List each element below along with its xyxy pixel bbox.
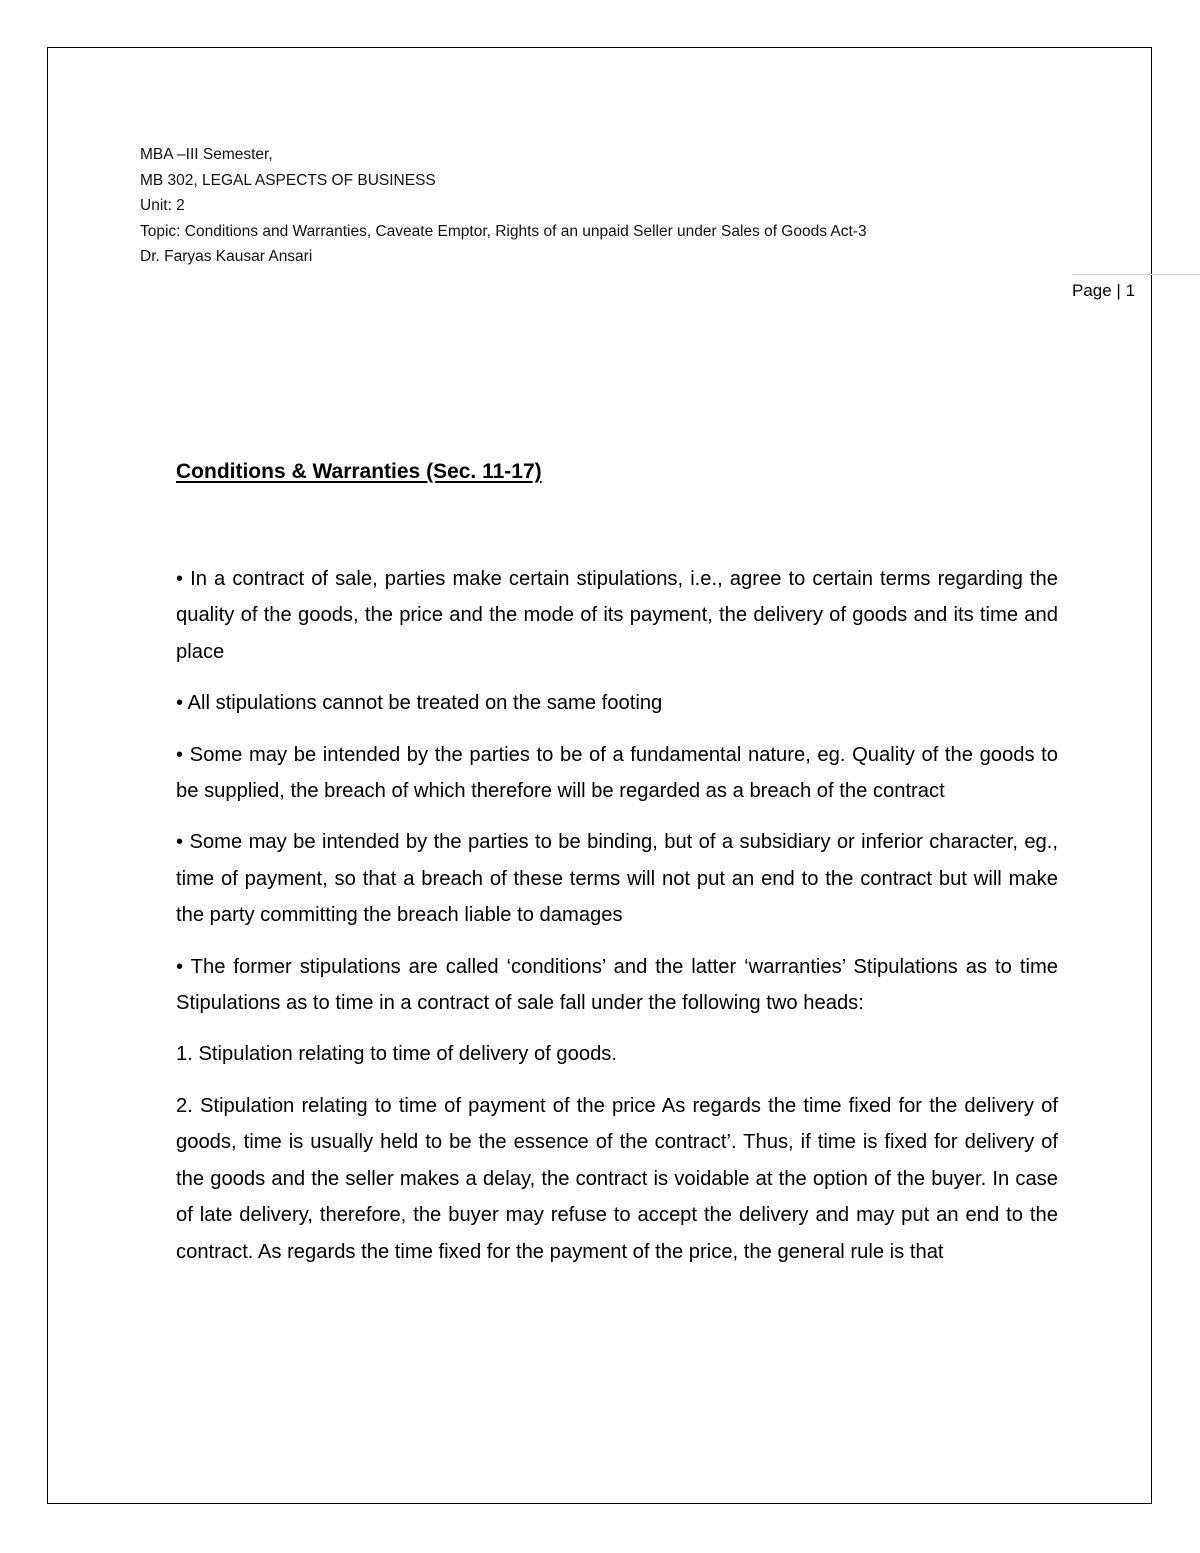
document-header [140,142,1040,270]
paragraph: • All stipulations cannot be treated on the same footing [176,692,663,715]
paragraph: • Some may be intended by the parties to be binding, but of a subsidiary or inferior character, eg., time of payment, so that a breach of these terms will not put an end to the contract but will make the party committing the breach liable to damages [176,831,1058,927]
header-subject: MB 302, LEGAL ASPECTS OF BUSINESS [140,171,436,189]
paragraph: • In a contract of sale, parties make certain stipulations, i.e., agree to certain terms regarding the quality of the goods, the price and the mode of its payment, the delivery of goods and its time and place [176,568,1058,663]
paragraph: 1. Stipulation relating to time of delivery of goods. [176,1043,618,1066]
header-course: MBA –III Semester, [140,146,273,163]
paragraph: • Some may be intended by the parties to be of a fundamental nature, eg. Quality of the goods to be supplied, the breach of which therefore will be regarded as a breach of the contract [176,743,1058,803]
section-heading: Conditions & Warranties (Sec. 11-17) [176,460,542,483]
header-author: Dr. Faryas Kausar Ansari [140,248,313,265]
header-unit: Unit: 2 [140,197,185,214]
page-number: Page | 1 [1072,281,1136,300]
header-topic: Topic: Conditions and Warranties, Caveate Emptor, Rights of an unpaid Seller under Sales of Goods Act-3 [140,222,867,240]
page-number-rule [1072,274,1200,275]
paragraph: 2. Stipulation relating to time of payment of the price As regards the time fixed for the delivery of goods, time is usually held to be the essence of the contract’. Thus, if time is fixed for delivery of the goods and the seller makes a delay, the contract is voidable at the option of the buyer. In case of late delivery, therefore, the buyer may refuse to accept the delivery and may put an end to the contract. As regards the time fixed for the payment of the price, the general rule is that [176,1094,1058,1263]
body-content [176,561,1058,1270]
paragraph: • The former stipulations are called ‘conditions’ and the latter ‘warranties’ Stipulations as to time Stipulations as to time in a contract of sale fall under the following two heads: [176,955,1058,1015]
